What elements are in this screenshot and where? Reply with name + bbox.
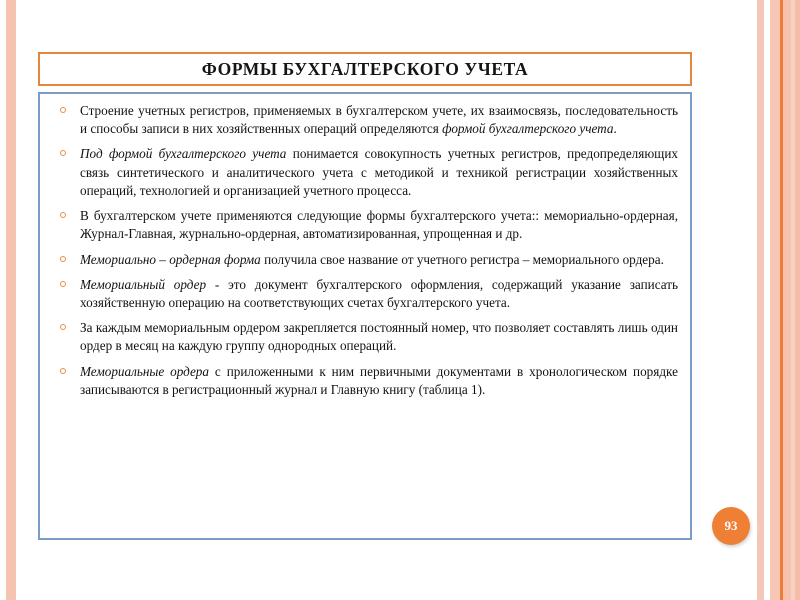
bullet-text-run: - это документ бухгалтерского оформления, содержащий указание записать хозяйственную операцию на соответствующих счетах бухгалтерского учета.	[80, 276, 678, 310]
page-number-badge: 93	[712, 507, 750, 545]
bullet-text-run: понимается совокупность учетных регистров, предопределяющих связь синтетического и аналитического учета с методикой и техникой регистрации хозяйственных операций, технологией и организацией учетного процесса.	[80, 146, 678, 198]
decorative-stripe-left	[6, 0, 16, 600]
bullet-text	[80, 319, 678, 355]
bullet-text-emphasis: формой бухгалтерского учета	[442, 121, 614, 137]
bullet-text-emphasis: Мемориальный ордер	[80, 276, 207, 292]
bullet-text-run: В бухгалтерском учете применяются следующие формы бухгалтерского учета:: мемориально-ордерная, Журнал-Главная, журнально-ордерная, автоматизированная, упрощенная и др.	[80, 208, 678, 242]
bullet-text	[80, 102, 678, 138]
bullet-circle-icon	[60, 107, 66, 113]
bullet-text	[80, 145, 678, 200]
bullet-text-run: За каждым мемориальным ордером закрепляется постоянный номер, что позволяет составлять лишь один ордер в месяц на каждую группу однородных операций.	[80, 320, 678, 354]
bullet-list	[50, 102, 678, 399]
decorative-stripe-right-4	[783, 0, 791, 600]
bullet-item	[50, 145, 678, 200]
bullet-circle-icon	[60, 256, 66, 262]
bullet-item	[50, 251, 678, 269]
bullet-circle-icon	[60, 368, 66, 374]
bullet-text-emphasis: Под формой бухгалтерского учета	[80, 146, 287, 162]
slide-title-box	[38, 52, 692, 86]
bullet-circle-icon	[60, 281, 66, 287]
decorative-stripe-right-1	[757, 0, 764, 600]
bullet-text-run: .	[613, 121, 617, 137]
decorative-stripe-right-6	[795, 0, 800, 600]
bullet-text	[80, 363, 678, 399]
bullet-circle-icon	[60, 150, 66, 156]
slide-content-box	[38, 92, 692, 540]
decorative-stripe-right-2	[770, 0, 780, 600]
bullet-text-run: получила свое название от учетного регистра – мемориального ордера.	[260, 251, 664, 267]
bullet-text-emphasis: Мемориально – ордерная форма	[80, 251, 261, 267]
bullet-item	[50, 276, 678, 312]
bullet-text	[80, 251, 678, 269]
bullet-item	[50, 207, 678, 243]
bullet-text	[80, 276, 678, 312]
bullet-text-emphasis: Мемориальные ордера	[80, 363, 209, 379]
page-title: ФОРМЫ БУХГАЛТЕРСКОГО УЧЕТА	[201, 58, 529, 79]
bullet-text	[80, 207, 678, 243]
bullet-circle-icon	[60, 212, 66, 218]
bullet-item	[50, 363, 678, 399]
bullet-item	[50, 102, 678, 138]
bullet-item	[50, 319, 678, 355]
bullet-text-run: Строение учетных регистров, применяемых в бухгалтерском учете, их взаимосвязь, последовательность и способы записи в них хозяйственных операций определяются	[80, 103, 678, 137]
bullet-circle-icon	[60, 324, 66, 330]
bullet-text-run: с приложенными к ним первичными документами в хронологическом порядке записываются в регистрационный журнал и Главную книгу (таблица 1).	[80, 363, 678, 397]
